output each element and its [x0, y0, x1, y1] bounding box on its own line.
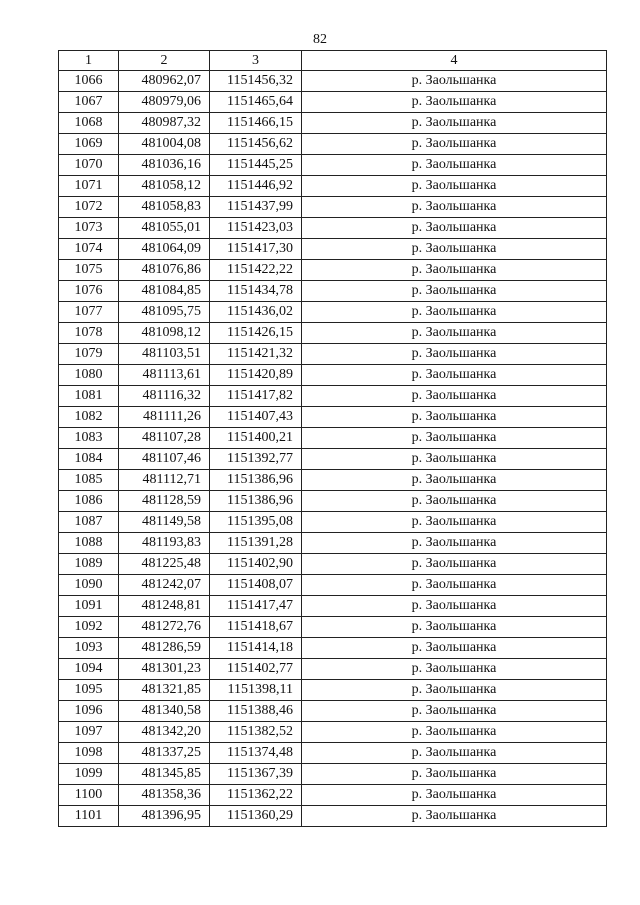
point-number-cell: 1101: [59, 806, 119, 827]
table-row: [59, 323, 607, 344]
description-cell: р. Заольшанка: [302, 428, 607, 449]
x-coordinate-cell: 481058,12: [119, 176, 210, 197]
y-coordinate-cell: 1151392,77: [210, 449, 302, 470]
y-coordinate-cell: 1151367,39: [210, 764, 302, 785]
description-cell: р. Заольшанка: [302, 365, 607, 386]
y-coordinate-cell: 1151400,21: [210, 428, 302, 449]
description-cell: р. Заольшанка: [302, 659, 607, 680]
point-number-cell: 1081: [59, 386, 119, 407]
point-number-cell: 1094: [59, 659, 119, 680]
table-row: [59, 554, 607, 575]
table-row: [59, 134, 607, 155]
y-coordinate-cell: 1151420,89: [210, 365, 302, 386]
x-coordinate-cell: 480962,07: [119, 71, 210, 92]
description-cell: р. Заольшанка: [302, 533, 607, 554]
point-number-cell: 1069: [59, 134, 119, 155]
point-number-cell: 1099: [59, 764, 119, 785]
x-coordinate-cell: 481301,23: [119, 659, 210, 680]
table-row: [59, 785, 607, 806]
table-row: [59, 176, 607, 197]
table-row: [59, 239, 607, 260]
y-coordinate-cell: 1151456,32: [210, 71, 302, 92]
table-row: [59, 155, 607, 176]
description-cell: р. Заольшанка: [302, 638, 607, 659]
table-row: [59, 743, 607, 764]
point-number-cell: 1080: [59, 365, 119, 386]
y-coordinate-cell: 1151417,30: [210, 239, 302, 260]
y-coordinate-cell: 1151386,96: [210, 491, 302, 512]
description-cell: р. Заольшанка: [302, 491, 607, 512]
point-number-cell: 1074: [59, 239, 119, 260]
table-row: [59, 701, 607, 722]
description-cell: р. Заольшанка: [302, 281, 607, 302]
x-coordinate-cell: 481193,83: [119, 533, 210, 554]
x-coordinate-cell: 481345,85: [119, 764, 210, 785]
y-coordinate-cell: 1151362,22: [210, 785, 302, 806]
point-number-cell: 1086: [59, 491, 119, 512]
point-number-cell: 1073: [59, 218, 119, 239]
table-row: [59, 197, 607, 218]
point-number-cell: 1079: [59, 344, 119, 365]
table-row: [59, 722, 607, 743]
description-cell: р. Заольшанка: [302, 764, 607, 785]
description-cell: р. Заольшанка: [302, 575, 607, 596]
table-row: [59, 764, 607, 785]
description-cell: р. Заольшанка: [302, 260, 607, 281]
y-coordinate-cell: 1151402,77: [210, 659, 302, 680]
y-coordinate-cell: 1151402,90: [210, 554, 302, 575]
description-cell: р. Заольшанка: [302, 302, 607, 323]
point-number-cell: 1076: [59, 281, 119, 302]
point-number-cell: 1096: [59, 701, 119, 722]
y-coordinate-cell: 1151446,92: [210, 176, 302, 197]
description-cell: р. Заольшанка: [302, 407, 607, 428]
y-coordinate-cell: 1151426,15: [210, 323, 302, 344]
y-coordinate-cell: 1151456,62: [210, 134, 302, 155]
description-cell: р. Заольшанка: [302, 134, 607, 155]
y-coordinate-cell: 1151398,11: [210, 680, 302, 701]
description-cell: р. Заольшанка: [302, 806, 607, 827]
table-row: [59, 449, 607, 470]
description-cell: р. Заольшанка: [302, 92, 607, 113]
y-coordinate-cell: 1151407,43: [210, 407, 302, 428]
description-cell: р. Заольшанка: [302, 680, 607, 701]
description-cell: р. Заольшанка: [302, 722, 607, 743]
x-coordinate-cell: 481055,01: [119, 218, 210, 239]
table-row: [59, 428, 607, 449]
description-cell: р. Заольшанка: [302, 743, 607, 764]
table-row: [59, 302, 607, 323]
y-coordinate-cell: 1151360,29: [210, 806, 302, 827]
x-coordinate-cell: 481084,85: [119, 281, 210, 302]
column-header-2: 2: [119, 51, 210, 71]
x-coordinate-cell: 481116,32: [119, 386, 210, 407]
point-number-cell: 1098: [59, 743, 119, 764]
x-coordinate-cell: 481286,59: [119, 638, 210, 659]
description-cell: р. Заольшанка: [302, 176, 607, 197]
x-coordinate-cell: 481272,76: [119, 617, 210, 638]
point-number-cell: 1091: [59, 596, 119, 617]
table-header-row: [59, 51, 607, 71]
table-row: [59, 386, 607, 407]
x-coordinate-cell: 481358,36: [119, 785, 210, 806]
x-coordinate-cell: 481113,61: [119, 365, 210, 386]
x-coordinate-cell: 481103,51: [119, 344, 210, 365]
y-coordinate-cell: 1151466,15: [210, 113, 302, 134]
table-row: [59, 575, 607, 596]
x-coordinate-cell: 481340,58: [119, 701, 210, 722]
x-coordinate-cell: 481225,48: [119, 554, 210, 575]
table-row: [59, 260, 607, 281]
y-coordinate-cell: 1151422,22: [210, 260, 302, 281]
y-coordinate-cell: 1151408,07: [210, 575, 302, 596]
x-coordinate-cell: 481242,07: [119, 575, 210, 596]
table-row: [59, 344, 607, 365]
table-row: [59, 596, 607, 617]
description-cell: р. Заольшанка: [302, 512, 607, 533]
table-row: [59, 470, 607, 491]
y-coordinate-cell: 1151391,28: [210, 533, 302, 554]
y-coordinate-cell: 1151395,08: [210, 512, 302, 533]
y-coordinate-cell: 1151445,25: [210, 155, 302, 176]
table-row: [59, 113, 607, 134]
x-coordinate-cell: 481058,83: [119, 197, 210, 218]
x-coordinate-cell: 481095,75: [119, 302, 210, 323]
table-body: [59, 71, 607, 827]
description-cell: р. Заольшанка: [302, 617, 607, 638]
description-cell: р. Заольшанка: [302, 323, 607, 344]
point-number-cell: 1077: [59, 302, 119, 323]
description-cell: р. Заольшанка: [302, 344, 607, 365]
point-number-cell: 1093: [59, 638, 119, 659]
y-coordinate-cell: 1151434,78: [210, 281, 302, 302]
description-cell: р. Заольшанка: [302, 218, 607, 239]
x-coordinate-cell: 481107,28: [119, 428, 210, 449]
description-cell: р. Заольшанка: [302, 155, 607, 176]
y-coordinate-cell: 1151437,99: [210, 197, 302, 218]
y-coordinate-cell: 1151436,02: [210, 302, 302, 323]
description-cell: р. Заольшанка: [302, 701, 607, 722]
description-cell: р. Заольшанка: [302, 197, 607, 218]
table-row: [59, 617, 607, 638]
point-number-cell: 1100: [59, 785, 119, 806]
point-number-cell: 1082: [59, 407, 119, 428]
table-row: [59, 512, 607, 533]
point-number-cell: 1067: [59, 92, 119, 113]
column-header-4: 4: [302, 51, 607, 71]
x-coordinate-cell: 481248,81: [119, 596, 210, 617]
description-cell: р. Заольшанка: [302, 554, 607, 575]
table-row: [59, 407, 607, 428]
point-number-cell: 1072: [59, 197, 119, 218]
x-coordinate-cell: 481098,12: [119, 323, 210, 344]
point-number-cell: 1088: [59, 533, 119, 554]
x-coordinate-cell: 480979,06: [119, 92, 210, 113]
point-number-cell: 1084: [59, 449, 119, 470]
table-row: [59, 71, 607, 92]
column-header-1: 1: [59, 51, 119, 71]
page-number: 82: [313, 32, 327, 47]
table-row: [59, 659, 607, 680]
x-coordinate-cell: 481076,86: [119, 260, 210, 281]
column-header-3: 3: [210, 51, 302, 71]
y-coordinate-cell: 1151382,52: [210, 722, 302, 743]
point-number-cell: 1070: [59, 155, 119, 176]
point-number-cell: 1083: [59, 428, 119, 449]
table-row: [59, 92, 607, 113]
point-number-cell: 1087: [59, 512, 119, 533]
x-coordinate-cell: 481396,95: [119, 806, 210, 827]
point-number-cell: 1089: [59, 554, 119, 575]
y-coordinate-cell: 1151423,03: [210, 218, 302, 239]
y-coordinate-cell: 1151386,96: [210, 470, 302, 491]
x-coordinate-cell: 481107,46: [119, 449, 210, 470]
point-number-cell: 1085: [59, 470, 119, 491]
point-number-cell: 1078: [59, 323, 119, 344]
y-coordinate-cell: 1151421,32: [210, 344, 302, 365]
description-cell: р. Заольшанка: [302, 239, 607, 260]
y-coordinate-cell: 1151465,64: [210, 92, 302, 113]
table-row: [59, 365, 607, 386]
table-row: [59, 281, 607, 302]
description-cell: р. Заольшанка: [302, 470, 607, 491]
x-coordinate-cell: 481321,85: [119, 680, 210, 701]
point-number-cell: 1071: [59, 176, 119, 197]
y-coordinate-cell: 1151374,48: [210, 743, 302, 764]
point-number-cell: 1095: [59, 680, 119, 701]
y-coordinate-cell: 1151418,67: [210, 617, 302, 638]
point-number-cell: 1092: [59, 617, 119, 638]
x-coordinate-cell: 481112,71: [119, 470, 210, 491]
y-coordinate-cell: 1151388,46: [210, 701, 302, 722]
description-cell: р. Заольшанка: [302, 71, 607, 92]
y-coordinate-cell: 1151417,82: [210, 386, 302, 407]
y-coordinate-cell: 1151414,18: [210, 638, 302, 659]
x-coordinate-cell: 481064,09: [119, 239, 210, 260]
x-coordinate-cell: 481004,08: [119, 134, 210, 155]
x-coordinate-cell: 481342,20: [119, 722, 210, 743]
x-coordinate-cell: 481111,26: [119, 407, 210, 428]
x-coordinate-cell: 480987,32: [119, 113, 210, 134]
table-row: [59, 806, 607, 827]
x-coordinate-cell: 481128,59: [119, 491, 210, 512]
point-number-cell: 1068: [59, 113, 119, 134]
point-number-cell: 1097: [59, 722, 119, 743]
description-cell: р. Заольшанка: [302, 449, 607, 470]
description-cell: р. Заольшанка: [302, 785, 607, 806]
table-row: [59, 638, 607, 659]
coordinates-table: [58, 50, 607, 827]
point-number-cell: 1066: [59, 71, 119, 92]
description-cell: р. Заольшанка: [302, 113, 607, 134]
table-row: [59, 533, 607, 554]
point-number-cell: 1090: [59, 575, 119, 596]
y-coordinate-cell: 1151417,47: [210, 596, 302, 617]
x-coordinate-cell: 481337,25: [119, 743, 210, 764]
table-row: [59, 680, 607, 701]
x-coordinate-cell: 481036,16: [119, 155, 210, 176]
description-cell: р. Заольшанка: [302, 386, 607, 407]
x-coordinate-cell: 481149,58: [119, 512, 210, 533]
table-row: [59, 491, 607, 512]
table-row: [59, 218, 607, 239]
point-number-cell: 1075: [59, 260, 119, 281]
description-cell: р. Заольшанка: [302, 596, 607, 617]
